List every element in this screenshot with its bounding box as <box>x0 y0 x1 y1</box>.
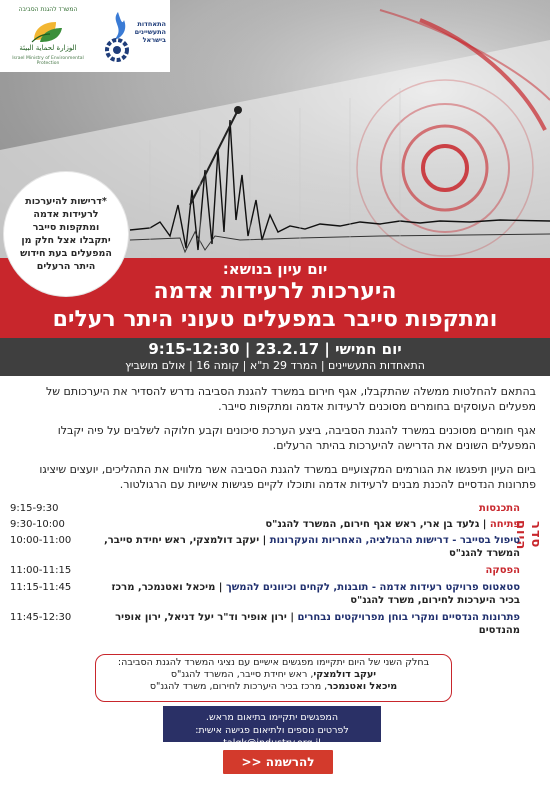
schedule-item <box>88 518 520 534</box>
schedule-time: 10:00-11:00 <box>10 535 72 546</box>
requirements-note-text: *דרישות להיערכות לרעידות אדמה ומתקפות סייבר יתקבלו אצל חלק מן המפעלים בעת חידוש היתר הרעלים <box>20 196 112 272</box>
event-details-banner <box>0 338 550 376</box>
meeting-person-2-name: מיכאל ואטנמכר <box>327 681 398 692</box>
contact-line-2[interactable]: לפרטים נוספים ולתיאום פגישה אישית: talgk@industry.org.il <box>195 725 349 749</box>
ministry-english-name: Israel Ministry of Environmental Protection <box>12 56 84 66</box>
meeting-person-1 <box>96 669 451 681</box>
intro-paragraph: אגף חומרים מסוכנים במשרד להגנת הסביבה, ביצע הערכת סיכונים וקבע חלוקה לשלבים על פיה יקבלו המפעלים השונים את הדרישה להיערכות בהיתר הרעלים. <box>57 424 536 452</box>
contact-line-1: המפגשים יתקיימו בתיאום מראש. <box>205 712 339 723</box>
meetings-intro: בחלק השני של היום יתקיימו מפגשים אישיים עם נציגי המשרד להגנת הסביבה: <box>117 657 430 668</box>
event-subtitle: יום עיון בנושא: <box>222 260 328 278</box>
ministry-environment-logo <box>8 6 88 66</box>
meeting-person-2 <box>96 681 451 693</box>
schedule-row <box>10 581 520 611</box>
intro-text <box>16 384 536 501</box>
schedule-row <box>10 502 520 518</box>
schedule-row <box>10 564 520 581</box>
schedule-time: 11:00-11:15 <box>10 565 72 576</box>
schedule-item-title: טיפול בסייבר - דרישות הרגולציה, האחריות והעקרונות <box>269 535 520 546</box>
schedule-table <box>10 502 520 641</box>
schedule-item-title: סטאטוס פרויקט רעידות אדמה - תובנות, לקחים וכיוונים להמשך <box>225 582 520 593</box>
schedule-time: 9:15-9:30 <box>10 503 59 514</box>
event-title-line-1: היערכות לרעידות אדמה <box>153 279 397 304</box>
schedule-item-title: התכנסות <box>479 503 520 514</box>
meeting-person-1-role: , ראש יחידת סייבר, המשרד להגנ"ס <box>170 669 314 680</box>
schedule-row <box>10 611 520 641</box>
gear-flame-icon <box>100 10 134 66</box>
schedule-item <box>88 502 520 518</box>
register-button[interactable]: להרשמה << <box>223 750 333 774</box>
event-title-line-2: ומתקפות סייבר במפעלים טעוני היתר רעלים <box>52 307 498 332</box>
ministry-arabic-name: الوزارة لحماية البيئة <box>19 44 77 52</box>
requirements-note-circle <box>4 172 128 296</box>
ministry-hebrew-name: המשרד להגנת הסביבה <box>18 6 78 13</box>
schedule-item <box>88 564 520 581</box>
meeting-person-2-role: , מרכז בכיר היערכות לחירום, משרד להגנ"ס <box>149 681 328 692</box>
logos-panel <box>0 0 170 72</box>
schedule-item <box>88 611 520 641</box>
schedule-item-title: הפסקה <box>485 565 520 576</box>
schedule-item <box>88 534 520 564</box>
schedule-item <box>88 581 520 611</box>
schedule-heading: סדר היום <box>513 519 543 551</box>
schedule-time: 11:15-11:45 <box>10 582 72 593</box>
schedule-time: 11:45-12:30 <box>10 612 72 623</box>
intro-paragraph: בהתאם להחלטות ממשלה שהתקבלו, אגף חירום במשרד להגנת הסביבה נדרש להסדיר את היערכותם של מפעלים העוסקים בחומרים מסוכנים לרעידות אדמה ומתקפות סייבר. <box>46 385 536 413</box>
schedule-item-title: פתיחה <box>489 519 520 530</box>
personal-meetings-box <box>95 654 452 702</box>
event-location: התאחדות התעשיינים | המרד 29 ת"א | קומה 16 | אולם מושביץ <box>125 359 425 372</box>
schedule-row <box>10 518 520 534</box>
schedule-item-speaker: | יעקב דולמצקי, ראש יחידת סייבר, המשרד להגנ"ס <box>103 535 520 559</box>
intro-paragraph: ביום העיון תיפגשו את הגורמים המקצועיים במשרד להגנת הסביבה אשר מלווים את התהליכים, יועצים שיציגו פתרונות הנדסיים להכנת מבנים לרעידות אדמה ותוכלו לקיים פגישות אישיות עם הרגולטור. <box>39 463 536 491</box>
schedule-row <box>10 534 520 564</box>
contact-box <box>163 706 381 749</box>
schedule-item-title: פתרונות הנדסיים ומקרי בוחן מפרויקטים נבחרים <box>297 612 520 623</box>
schedule-time: 9:30-10:00 <box>10 519 65 530</box>
schedule-item-speaker: | מיכאל ואטנמכר, מרכז בכיר היערכות לחירום, משרד להגנ"ס <box>111 582 520 606</box>
leaf-icon <box>30 18 66 44</box>
event-date-time: יום חמישי | 23.2.17 | 9:15-12:30 <box>148 340 402 358</box>
meeting-person-1-name: יעקב דולמצקי <box>313 669 377 680</box>
schedule-item-speaker: | ירון אופיר וד"ר יעל דניאל, ירון אופיר מהנדסים <box>115 612 520 636</box>
industry-association-logo <box>100 6 166 68</box>
industry-association-name: התאחדות התעשיינים בישראל <box>134 20 166 44</box>
schedule-item-speaker: | גלעד בן ארי, ראש אגף חירום, המשרד להגנ"ס <box>265 519 490 530</box>
